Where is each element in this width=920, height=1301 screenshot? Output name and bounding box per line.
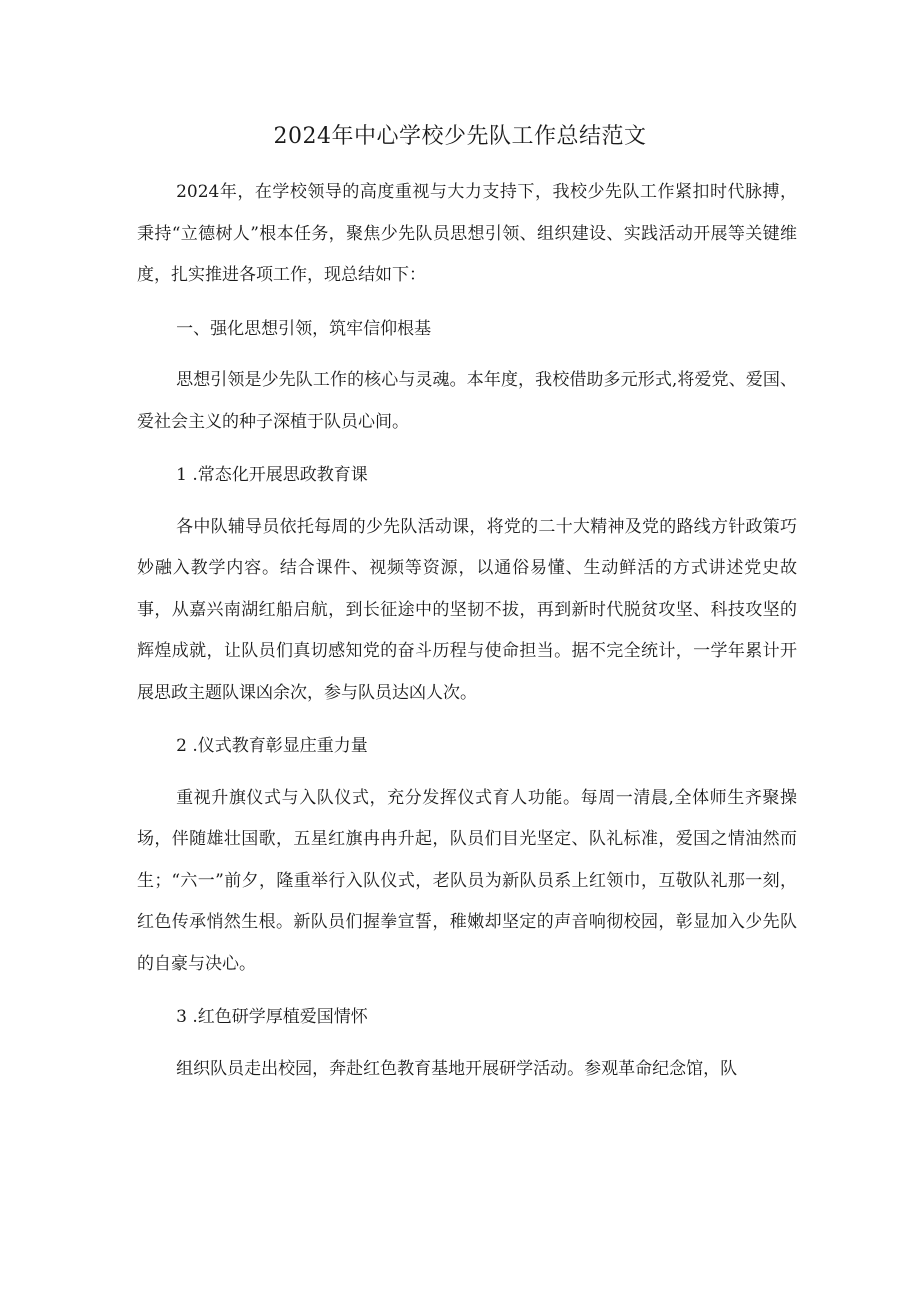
document-body <box>137 172 797 1102</box>
body-paragraph: 各中队辅导员依托每周的少先队活动课，将党的二十大精神及党的路线方针政策巧妙融入教学内容。结合课件、视频等资源，以通俗易懂、生动鲜活的方式讲述党史故事，从嘉兴南湖红船启航，到长征途中的坚韧不拔，再到新时代脱贫攻坚、科技攻坚的辉煌成就，让队员们真切感知党的奋斗历程与使命担当。据不完全统计，一学年累计开展思政主题队课凶余次，参与队员达凶人次。 <box>137 516 797 703</box>
section-heading-1: 一、强化思想引领，筑牢信仰根基 <box>176 318 432 339</box>
subheading-2: 2 .仪式教育彰显庄重力量 <box>176 736 368 756</box>
body-paragraph: 组织队员走出校园，奔赴红色教育基地开展研学活动。参观革命纪念馆，队 <box>176 1058 738 1079</box>
body-paragraph: 思想引领是少先队工作的核心与灵魂。本年度，我校借助多元形式,将爱党、爱国、爱社会主义的种子深植于队员心间。 <box>137 370 797 432</box>
body-paragraph: 重视升旗仪式与入队仪式，充分发挥仪式育人功能。每周一清晨,全体师生齐聚操场，伴随雄壮国歌，五星红旗冉冉升起，队员们目光坚定、队礼标准，爱国之情油然而生；“六一”前夕，隆重举行入队仪式，老队员为新队员系上红领巾，互敬队礼那一刻，红色传承悄然生根。新队员们握拳宣誓，稚嫩却坚定的声音响彻校园，彰显加入少先队的自豪与决心。 <box>137 787 797 974</box>
subheading-1: 1 .常态化开展思政教育课 <box>176 465 368 485</box>
intro-paragraph: 2024年，在学校领导的高度重视与大力支持下，我校少先队工作紧扣时代脉搏，秉持“立德树人”根本任务，聚焦少先队员思想引领、组织建设、实践活动开展等关键维度，扎实推进各项工作，现总结如下： <box>137 182 797 285</box>
document-title: 2024年中心学校少先队工作总结范文 <box>273 124 647 149</box>
subheading-3: 3 .红色研学厚植爱国情怀 <box>176 1007 368 1027</box>
